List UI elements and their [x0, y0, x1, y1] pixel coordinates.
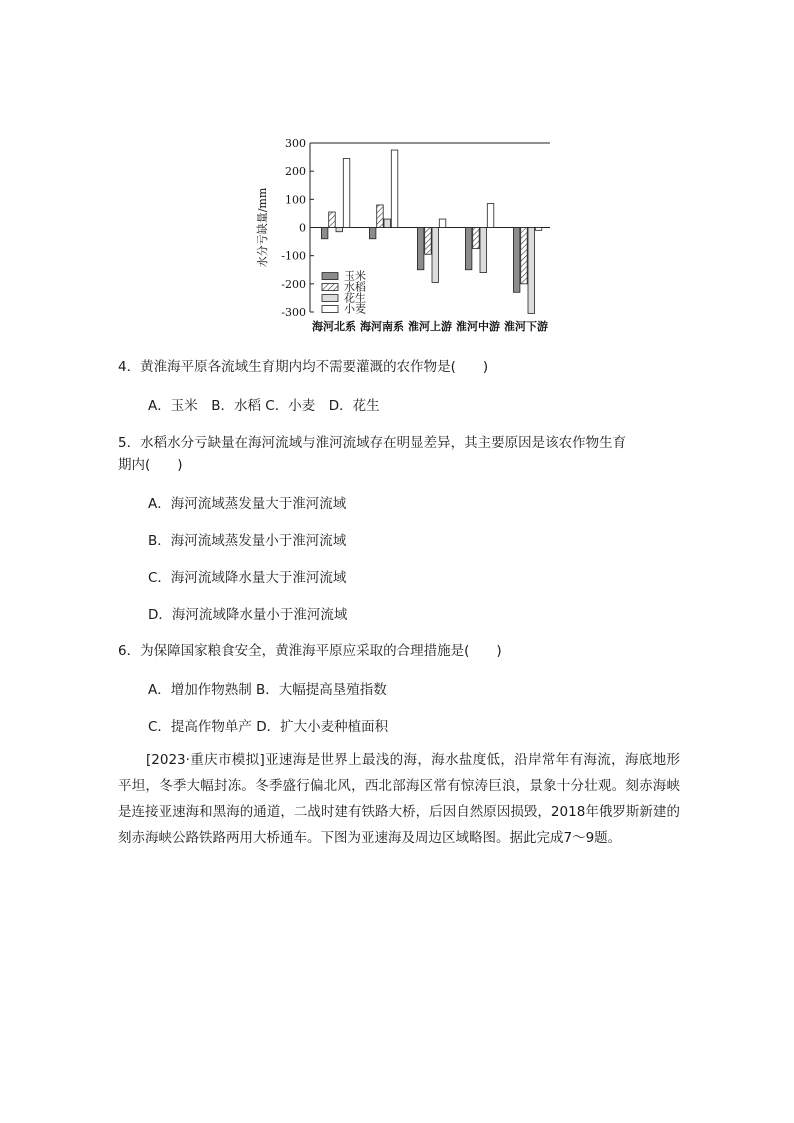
- question-6-options-line2: C．提高作物单产 D．扩大小麦种植面积: [148, 719, 389, 735]
- x-tick-label: 海河北系: [312, 320, 356, 333]
- x-tick-label: 淮河中游: [456, 320, 500, 333]
- x-tick-label: 海河南系: [360, 320, 404, 333]
- y-tick-label: 300: [285, 137, 306, 150]
- bar-peanut: [528, 228, 535, 314]
- bar-wheat: [343, 158, 350, 227]
- y-tick-label: 0: [299, 221, 306, 235]
- question-5-stem-line2: 期内( ): [118, 457, 183, 473]
- question-5-option-c: C．海河流域降水量大于淮河流域: [148, 570, 347, 586]
- y-tick-label: -200: [281, 277, 306, 291]
- legend-label-peanut: 花生: [344, 291, 366, 305]
- bar-corn: [417, 228, 424, 270]
- bar-wheat: [535, 228, 542, 231]
- bar-wheat: [439, 219, 446, 227]
- water-deficit-chart: [250, 130, 560, 345]
- legend-swatch-peanut: [322, 295, 338, 302]
- legend-swatch-corn: [322, 273, 338, 280]
- legend-swatch-wheat: [322, 306, 338, 313]
- bar-rice: [521, 228, 528, 284]
- question-6-stem: 6．为保障国家粮食安全，黄淮海平原应采取的合理措施是( ): [118, 643, 502, 659]
- question-5-option-a: A．海河流域蒸发量大于淮河流域: [148, 496, 347, 512]
- question-5-stem-line1: 5．水稻水分亏缺量在海河流域与淮河流域存在明显差异，其主要原因是该农作物生育: [118, 435, 627, 451]
- y-tick-label: 200: [285, 165, 306, 179]
- legend-label-rice: 水稻: [344, 280, 366, 294]
- question-4-options: A．玉米 B．水稻 C．小麦 D．花生: [148, 398, 380, 414]
- question-4-stem: 4．黄淮海平原各流域生育期内均不需要灌溉的农作物是( ): [118, 359, 489, 375]
- question-5-option-d: D．海河流域降水量小于淮河流域: [148, 607, 348, 623]
- bar-corn: [321, 228, 328, 239]
- bar-peanut: [480, 228, 487, 273]
- y-tick-label: -300: [281, 306, 306, 319]
- y-axis-label: 水分亏缺量/mm: [256, 187, 269, 268]
- bar-peanut: [432, 228, 439, 283]
- legend-label-wheat: 小麦: [344, 302, 366, 316]
- bar-rice: [329, 212, 336, 227]
- bar-rice: [425, 228, 432, 255]
- legend-swatch-rice: [322, 284, 338, 291]
- y-tick-label: -100: [281, 249, 306, 263]
- bar-corn: [369, 228, 376, 239]
- bar-rice: [473, 228, 480, 249]
- bar-rice: [377, 205, 384, 228]
- question-6-options-line1: A．增加作物熟制 B．大幅提高垦殖指数: [148, 682, 387, 698]
- bar-corn: [513, 228, 520, 293]
- x-tick-label: 淮河下游: [504, 320, 548, 333]
- legend-label-corn: 玉米: [344, 269, 366, 283]
- bar-peanut: [336, 228, 343, 232]
- bar-wheat: [487, 204, 494, 228]
- y-tick-label: 100: [285, 193, 306, 207]
- bar-corn: [465, 228, 472, 270]
- question-5-option-b: B．海河流域蒸发量小于淮河流域: [148, 533, 347, 549]
- bar-peanut: [384, 219, 391, 227]
- passage-azov-sea: [2023·重庆市模拟]亚速海是世界上最浅的海，海水盐度低，沿岸常年有海流，海底地形平坦，冬季大幅封冻。冬季盛行偏北风，西北部海区常有惊涛巨浪，景象十分壮观。刻赤海峡是连接亚速海和黑海的通道，二战时建有铁路大桥，后因自然原因损毁，2018年俄罗斯新建的刻赤海峡公路铁路两用大桥通车。下图为亚速海及周边区域略图。据此完成7～9题。: [118, 752, 680, 846]
- x-tick-label: 淮河上游: [408, 320, 452, 333]
- bar-wheat: [391, 150, 398, 227]
